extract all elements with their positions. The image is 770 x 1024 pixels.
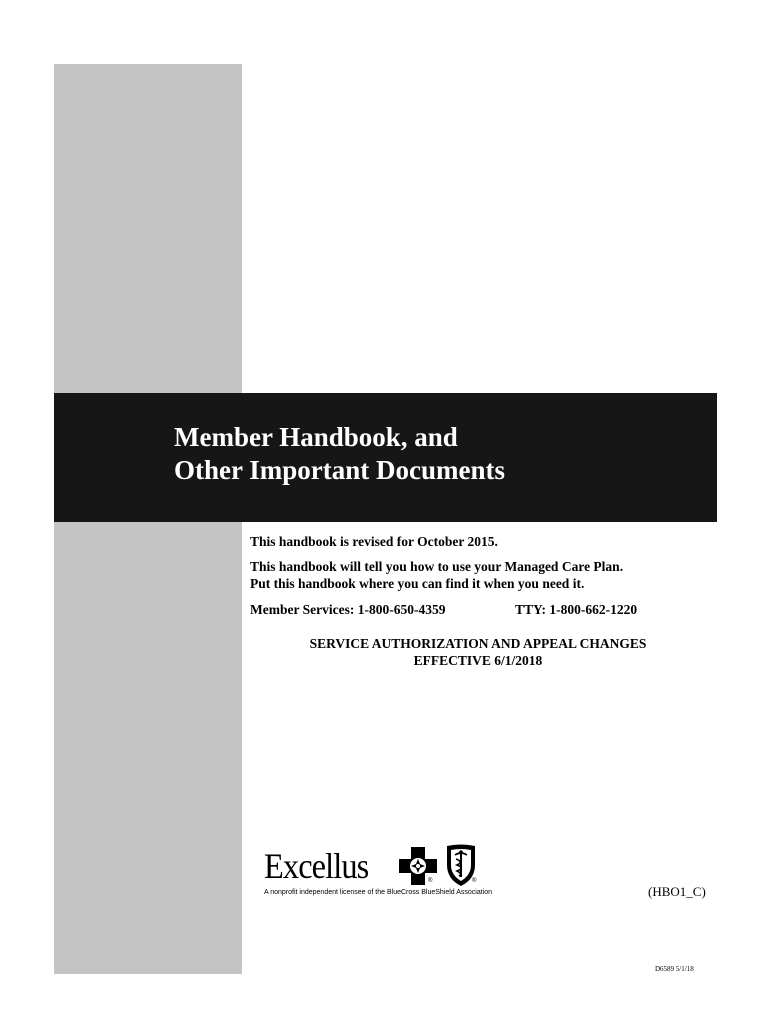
document-title-line-2: Other Important Documents xyxy=(174,455,505,485)
member-services-phone: Member Services: 1-800-650-4359 xyxy=(250,602,446,617)
blue-cross-icon xyxy=(397,845,439,887)
cross-registered-mark: ® xyxy=(428,878,433,884)
licensee-statement: A nonprofit independent licensee of the BlueCross BlueShield Association xyxy=(264,889,493,896)
usage-statement-line-1: This handbook will tell you how to use your Managed Care Plan. xyxy=(250,559,624,574)
notice-line-2: EFFECTIVE 6/1/2018 xyxy=(413,653,543,668)
notice-line-1: SERVICE AUTHORIZATION AND APPEAL CHANGES xyxy=(309,636,647,651)
usage-statement-line-2: Put this handbook where you can find it when you need it. xyxy=(250,576,585,591)
document-title-line-1: Member Handbook, and xyxy=(174,422,458,452)
revision-statement: This handbook is revised for October 2015. xyxy=(250,534,498,549)
excellus-wordmark: Excellus xyxy=(264,846,369,886)
tty-phone: TTY: 1-800-662-1220 xyxy=(515,602,638,617)
document-number: D6589 5/1/18 xyxy=(655,965,694,973)
form-code: (HBO1_C) xyxy=(648,884,706,899)
shield-registered-mark: ® xyxy=(472,878,477,884)
